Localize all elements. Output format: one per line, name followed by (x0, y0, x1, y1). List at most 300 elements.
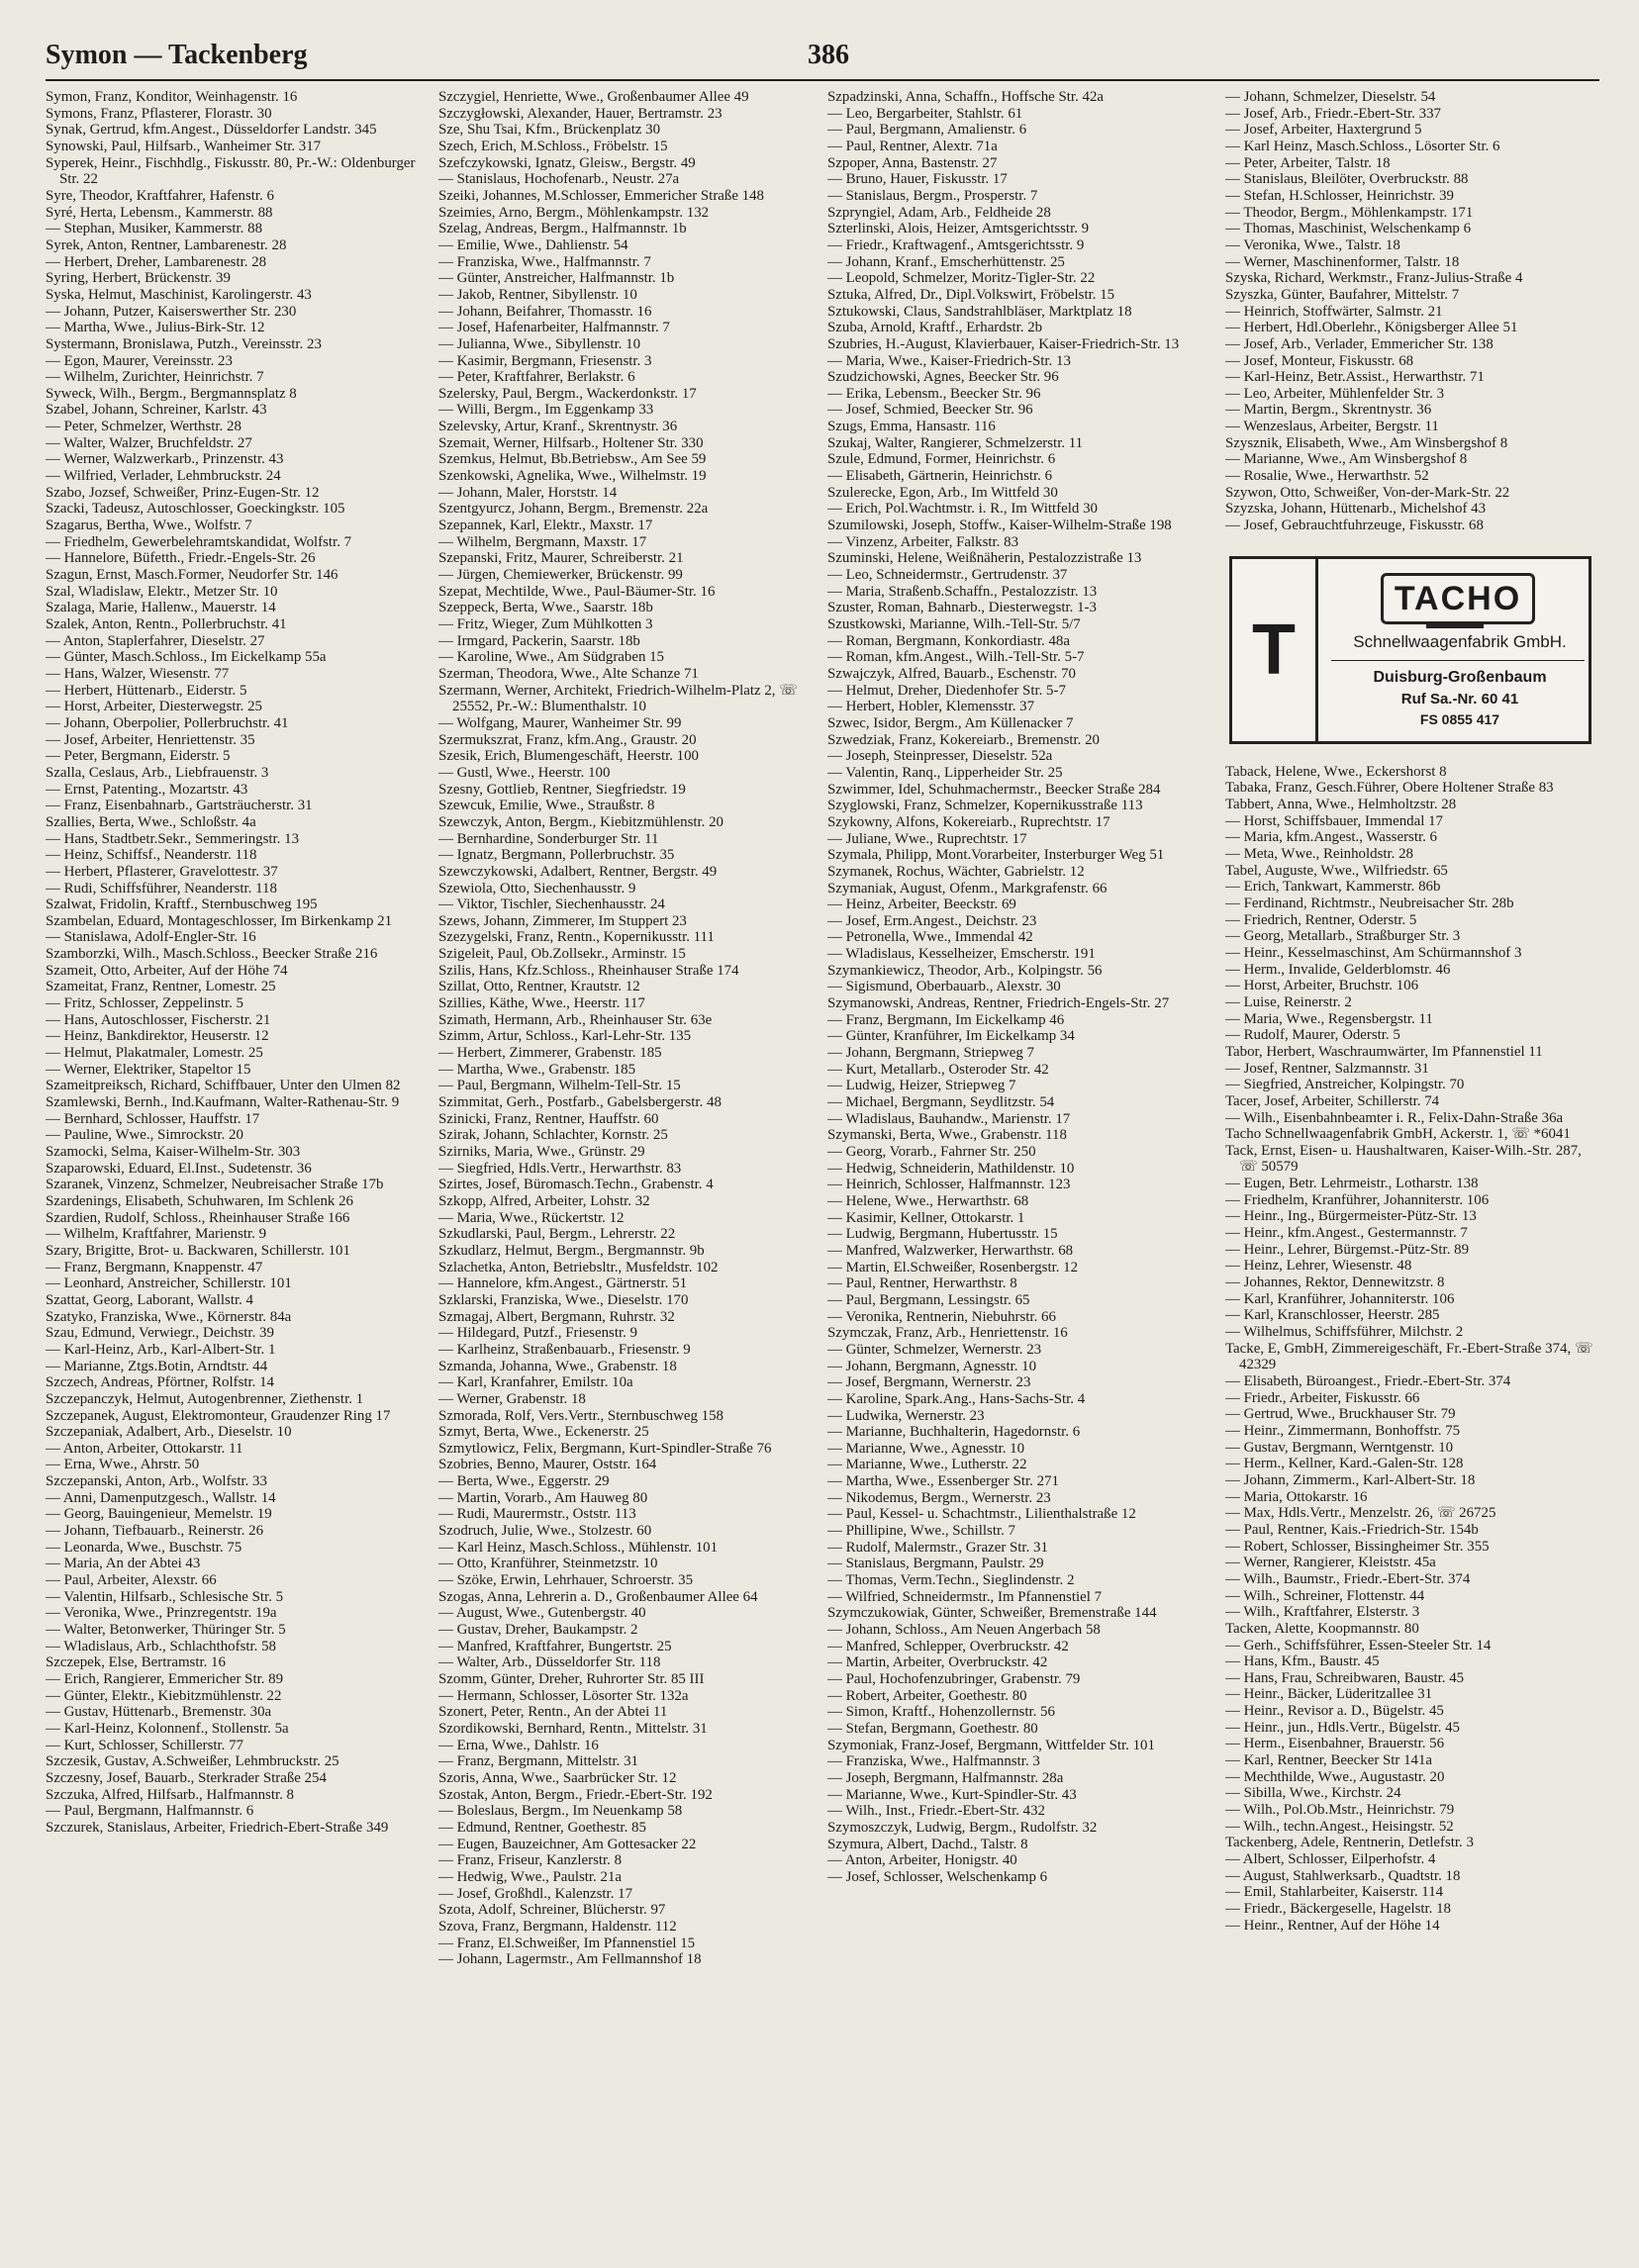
directory-entry: Szlachetka, Anton, Betriebsltr., Musfeldstr. 102 (438, 1259, 719, 1276)
directory-entry: — Eugen, Betr. Lehrmeistr., Lotharstr. 138 (1225, 1176, 1479, 1192)
directory-entry: Szczygłowski, Alexander, Hauer, Bertramstr. 23 (438, 105, 723, 122)
directory-entry: Szamlewski, Bernh., Ind.Kaufmann, Walter-Rathenau-Str. 9 (46, 1094, 400, 1111)
directory-entry: — Hildegard, Putzf., Friesenstr. 9 (438, 1325, 637, 1342)
directory-entry: — Karlheinz, Straßenbauarb., Friesenstr. 9 (438, 1341, 691, 1358)
ad-company-name: Schnellwaagenfabrik GmbH. (1353, 631, 1567, 651)
directory-entry: — Johann, Lagermstr., Am Fellmannshof 18 (438, 1951, 702, 1968)
directory-entry: Szary, Brigitte, Brot- u. Backwaren, Schillerstr. 101 (46, 1242, 350, 1259)
directory-entry: — Paul, Bergmann, Lessingstr. 65 (827, 1291, 1030, 1308)
directory-entry: Szimm, Artur, Schloss., Karl-Lehr-Str. 135 (438, 1028, 692, 1045)
directory-entry: — Elisabeth, Büroangest., Friedr.-Ebert-Str. 374 (1225, 1373, 1511, 1389)
directory-entry: Szau, Edmund, Verwiegr., Deichstr. 39 (46, 1325, 274, 1342)
directory-entry: Synak, Gertrud, kfm.Angest., Düsseldorfer Landstr. 345 (46, 122, 377, 139)
directory-entry: Szatyko, Franziska, Wwe., Körnerstr. 84a (46, 1308, 292, 1325)
directory-entry: Szczuka, Alfred, Hilfsarb., Halfmannstr. 8 (46, 1786, 295, 1803)
directory-entry: Szambelan, Eduard, Montageschlosser, Im Birkenkamp 21 (46, 912, 393, 929)
directory-entry: — Ludwika, Wernerstr. 23 (827, 1407, 985, 1424)
directory-entry: — Gertrud, Wwe., Bruckhauser Str. 79 (1225, 1406, 1456, 1423)
directory-entry: Szugs, Emma, Hansastr. 116 (827, 419, 996, 435)
directory-entry: — Heinr., Bäcker, Lüderitzallee 31 (1225, 1686, 1433, 1703)
directory-entry: — Werner, Rangierer, Kleiststr. 45a (1225, 1555, 1436, 1571)
directory-entry: — Thomas, Verm.Techn., Sieglindenstr. 2 (827, 1572, 1075, 1589)
running-head: Symon — Tackenberg (46, 40, 308, 70)
directory-entry: — Martin, Vorarb., Am Hauweg 80 (438, 1489, 648, 1506)
directory-entry: Szalaga, Marie, Hallenw., Mauerstr. 14 (46, 600, 276, 616)
directory-entry: — Albert, Schlosser, Eilperhofstr. 4 (1225, 1851, 1436, 1868)
directory-entry: Systermann, Bronislawa, Putzh., Vereinsstr. 23 (46, 335, 322, 352)
directory-entry: Szywon, Otto, Schweißer, Von-der-Mark-Str. 22 (1225, 484, 1510, 501)
directory-entry: — Franz, Friseur, Kanzlerstr. 8 (438, 1852, 623, 1869)
directory-entry: — Wilh., Schreiner, Flottenstr. 44 (1225, 1587, 1425, 1604)
directory-entry: Szelersky, Paul, Bergm., Wackerdonkstr. 17 (438, 385, 697, 402)
directory-entry: — Wenzeslaus, Arbeiter, Bergstr. 11 (1225, 419, 1439, 435)
directory-entry: Szymanski, Berta, Wwe., Grabenstr. 118 (827, 1127, 1067, 1144)
directory-entry: — Manfred, Walzwerker, Herwarthstr. 68 (827, 1242, 1074, 1259)
directory-entry: — Herbert, Dreher, Lambarenestr. 28 (46, 253, 267, 270)
directory-entry: Tacken, Alette, Koopmannstr. 80 (1225, 1620, 1419, 1637)
directory-entry: — Erich, Pol.Wachtmstr. i. R., Im Wittfeld 30 (827, 501, 1098, 518)
directory-entry: — Valentin, Ranq., Lipperheider Str. 25 (827, 764, 1063, 781)
directory-entry: — Georg, Vorarb., Fahrner Str. 250 (827, 1144, 1036, 1160)
directory-entry: — Günter, Kranführer, Im Eickelkamp 34 (827, 1028, 1075, 1045)
directory-entry: — Kasimir, Kellner, Ottokarstr. 1 (827, 1209, 1025, 1226)
directory-entry: — Wladislaus, Kesselheizer, Emscherstr. 191 (827, 946, 1096, 963)
directory-entry: Szoris, Anna, Wwe., Saarbrücker Str. 12 (438, 1769, 677, 1786)
tacho-logo: TACHO (1381, 573, 1535, 624)
directory-entry: — Martha, Wwe., Grabenstr. 185 (438, 1061, 636, 1078)
directory-entry: Szamborzki, Wilh., Masch.Schloss., Beecker Straße 216 (46, 946, 378, 963)
directory-entry: — Anton, Arbeiter, Ottokarstr. 11 (46, 1440, 243, 1457)
directory-entry: Szepanski, Fritz, Maurer, Schreiberstr. 21 (438, 550, 684, 567)
directory-entry: Szczepanek, August, Elektromonteur, Graudenzer Ring 17 (46, 1407, 391, 1424)
directory-entry: — Herbert, Hdl.Oberlehr., Königsberger Allee 51 (1225, 320, 1518, 336)
directory-entry: Szermukszrat, Franz, kfm.Ang., Graustr. 20 (438, 731, 697, 748)
directory-entry: — Manfred, Kraftfahrer, Bungertstr. 25 (438, 1638, 672, 1654)
directory-entry: Szymanowski, Andreas, Rentner, Friedrich-Engels-Str. 27 (827, 995, 1170, 1012)
directory-entry: — Friedhelm, Kranführer, Johanniterstr. 106 (1225, 1191, 1490, 1208)
directory-entry: Szczygiel, Henriette, Wwe., Großenbaumer Allee 49 (438, 89, 749, 105)
directory-entry: Szesny, Gottlieb, Rentner, Siegfriedstr. 19 (438, 781, 686, 798)
directory-entry: — Robert, Arbeiter, Goethestr. 80 (827, 1687, 1027, 1704)
directory-entry: — Peter, Bergmann, Eiderstr. 5 (46, 748, 231, 765)
directory-entry: — Stefan, H.Schlosser, Heinrichstr. 39 (1225, 187, 1455, 204)
directory-entry: — Karl-Heinz, Arb., Karl-Albert-Str. 1 (46, 1341, 276, 1358)
directory-entry: Szalwat, Fridolin, Kraftf., Sternbuschweg 195 (46, 897, 318, 913)
directory-entry: Szameitpreiksch, Richard, Schiffbauer, Unter den Ulmen 82 (46, 1078, 401, 1094)
directory-entry: — Franziska, Wwe., Halfmannstr. 7 (438, 253, 651, 270)
directory-entry: — Gerh., Schiffsführer, Essen-Steeler Str. 14 (1225, 1637, 1492, 1654)
directory-entry: — Wladislaus, Bauhandw., Marienstr. 17 (827, 1110, 1071, 1127)
directory-entry: — Walter, Walzer, Bruchfeldstr. 27 (46, 434, 252, 451)
directory-entry: — Irmgard, Packerin, Saarstr. 18b (438, 632, 640, 649)
directory-entry: — Martin, Arbeiter, Overbruckstr. 42 (827, 1654, 1048, 1671)
directory-entry: — Heinz, Arbeiter, Beeckstr. 69 (827, 897, 1016, 913)
directory-entry: — Hans, Autoschlosser, Fischerstr. 21 (46, 1011, 271, 1028)
directory-entry: — Helmut, Dreher, Diedenhofer Str. 5-7 (827, 682, 1066, 699)
directory-entry: — Erich, Rangierer, Emmericher Str. 89 (46, 1671, 284, 1687)
directory-entry: — Herbert, Pflasterer, Gravelottestr. 37 (46, 863, 278, 880)
directory-entry: — Kasimir, Bergmann, Friesenstr. 3 (438, 352, 652, 369)
directory-entry: — Veronika, Rentnerin, Niebuhrstr. 66 (827, 1308, 1056, 1325)
directory-entry: — Josef, Arb., Verlader, Emmericher Str. 138 (1225, 335, 1494, 352)
directory-entry: — Heinr., jun., Hdls.Vertr., Bügelstr. 45 (1225, 1719, 1460, 1736)
directory-entry: — Karl Heinz, Masch.Schloss., Lösorter Str. 6 (1225, 138, 1500, 154)
directory-entry: — Karoline, Spark.Ang., Hans-Sachs-Str. 4 (827, 1390, 1086, 1407)
directory-entry: — Leonhard, Anstreicher, Schillerstr. 101 (46, 1276, 292, 1292)
directory-entry: Szczepek, Else, Bertramstr. 16 (46, 1654, 226, 1671)
directory-entry: Szeppeck, Berta, Wwe., Saarstr. 18b (438, 600, 653, 616)
directory-entry: — Manfred, Schlepper, Overbruckstr. 42 (827, 1638, 1069, 1654)
directory-entry: — Valentin, Hilfsarb., Schlesische Str. 5 (46, 1588, 284, 1605)
directory-entry: — Werner, Maschinenformer, Talstr. 18 (1225, 253, 1460, 270)
directory-entry: — Paul, Arbeiter, Alexstr. 66 (46, 1572, 217, 1589)
directory-entry: — Wilh., Baumstr., Friedr.-Ebert-Str. 374 (1225, 1570, 1471, 1587)
directory-entry: — Josef, Schmied, Beecker Str. 96 (827, 402, 1033, 419)
header-rule (46, 79, 1599, 81)
directory-entry: — Heinr., Lehrer, Bürgemst.-Pütz-Str. 89 (1225, 1241, 1470, 1258)
directory-entry: Szillat, Otto, Rentner, Krautstr. 12 (438, 979, 640, 995)
directory-entry: Szogas, Anna, Lehrerin a. D., Großenbaumer Allee 64 (438, 1588, 758, 1605)
directory-entry: — Leo, Bergarbeiter, Stahlstr. 61 (827, 105, 1023, 122)
directory-entry: — Stefan, Bergmann, Goethestr. 80 (827, 1720, 1038, 1737)
directory-entry: — Meta, Wwe., Reinholdstr. 28 (1225, 846, 1413, 862)
directory-entry: — Herbert, Zimmerer, Grabenstr. 185 (438, 1045, 662, 1062)
directory-entry: — Pauline, Wwe., Simrockstr. 20 (46, 1127, 243, 1144)
directory-entry: Szwimmer, Idel, Schuhmachermstr., Beecker Straße 284 (827, 781, 1161, 798)
directory-entry: — Paul, Rentner, Alextr. 71a (827, 138, 998, 154)
ad-city: Duisburg-Großenbaum (1373, 668, 1547, 686)
directory-entry: Szagun, Ernst, Masch.Former, Neudorfer Str. 146 (46, 567, 338, 584)
directory-entry: — Wilhelmus, Schiffsführer, Milchstr. 2 (1225, 1324, 1464, 1341)
directory-entry: — Veronika, Wwe., Talstr. 18 (1225, 236, 1400, 253)
directory-entry: — Heinrich, Schlosser, Halfmannstr. 123 (827, 1177, 1071, 1193)
directory-entry: — Wilfried, Schneidermstr., Im Pfannenstiel 7 (827, 1588, 1103, 1605)
column-1 (46, 89, 416, 2246)
directory-entry: Szabel, Johann, Schreiner, Karlstr. 43 (46, 402, 267, 419)
directory-entry: Szostak, Anton, Bergm., Friedr.-Ebert-Str. 192 (438, 1786, 713, 1803)
directory-entry: — Karl Heinz, Masch.Schloss., Mühlenstr. 101 (438, 1539, 719, 1556)
directory-entry: — Josef, Schlosser, Welschenkamp 6 (827, 1868, 1048, 1885)
directory-entry: — Willi, Bergm., Im Eggenkamp 33 (438, 402, 654, 419)
directory-entry: — Julianna, Wwe., Sibyllenstr. 10 (438, 335, 641, 352)
page-header (46, 40, 1599, 75)
directory-entry: — Martin, Bergm., Skrentnystr. 36 (1225, 402, 1432, 419)
directory-entry: Szymczukowiak, Günter, Schweißer, Bremenstraße 144 (827, 1605, 1157, 1622)
directory-entry: — Eugen, Bauzeichner, Am Gottesacker 22 (438, 1836, 697, 1852)
directory-entry: — Viktor, Tischler, Siechenhausstr. 24 (438, 897, 665, 913)
directory-entry: — Luise, Reinerstr. 2 (1225, 993, 1352, 1010)
directory-entry: — Siegfried, Hdls.Vertr., Herwarthstr. 83 (438, 1160, 682, 1177)
column-4-top-entries (1225, 89, 1601, 534)
directory-entry: Szenkowski, Agnelika, Wwe., Wilhelmstr. 19 (438, 468, 707, 485)
directory-entry: — Johann, Beifahrer, Thomasstr. 16 (438, 303, 652, 320)
directory-entry: Szeimies, Arno, Bergm., Möhlenkampstr. 132 (438, 204, 710, 221)
directory-entry: — Peter, Schmelzer, Werthstr. 28 (46, 419, 241, 435)
directory-entry: — Karl, Kranschlosser, Heerstr. 285 (1225, 1307, 1440, 1324)
directory-entry: — Jürgen, Chemiewerker, Brückenstr. 99 (438, 567, 683, 584)
directory-entry: Tabbert, Anna, Wwe., Helmholtzstr. 28 (1225, 797, 1457, 813)
directory-entry: Szmytlowicz, Felix, Bergmann, Kurt-Spindler-Straße 76 (438, 1440, 772, 1457)
directory-entry: Tabor, Herbert, Waschraumwärter, Im Pfannenstiel 11 (1225, 1043, 1543, 1060)
directory-entry: Szumilowski, Joseph, Stoffw., Kaiser-Wilhelm-Straße 198 (827, 518, 1172, 534)
directory-entry: Szczepanski, Anton, Arb., Wolfstr. 33 (46, 1473, 267, 1490)
directory-entry: Szaparowski, Eduard, El.Inst., Sudetenstr. 36 (46, 1160, 312, 1177)
directory-entry: Szmanda, Johanna, Wwe., Grabenstr. 18 (438, 1358, 677, 1374)
logo-underline (1426, 624, 1484, 628)
directory-entry: Szagarus, Bertha, Wwe., Wolfstr. 7 (46, 518, 252, 534)
directory-entry: Szamocki, Selma, Kaiser-Wilhelm-Str. 303 (46, 1144, 301, 1160)
directory-entry: — Rudi, Maurermstr., Oststr. 113 (438, 1506, 636, 1523)
directory-entry: Szczech, Andreas, Pförtner, Rolfstr. 14 (46, 1374, 274, 1391)
directory-entry: — Sibilla, Wwe., Kirchstr. 24 (1225, 1785, 1401, 1802)
directory-entry: Sztukowski, Claus, Sandstrahlbläser, Marktplatz 18 (827, 303, 1132, 320)
directory-entry: — Thomas, Maschinist, Welschenkamp 6 (1225, 221, 1472, 237)
directory-entry: — Simon, Kraftf., Hohenzollernstr. 56 (827, 1704, 1055, 1721)
directory-entry: — Paul, Rentner, Herwarthstr. 8 (827, 1276, 1017, 1292)
directory-entry: — Maria, Wwe., Rückertstr. 12 (438, 1209, 625, 1226)
directory-entry: Szimmitat, Gerh., Postfarb., Gabelsbergerstr. 48 (438, 1094, 722, 1111)
directory-entry: — Friedhelm, Gewerbelehramtskandidat, Wolfstr. 7 (46, 533, 352, 550)
directory-entry: — Paul, Bergmann, Wilhelm-Tell-Str. 15 (438, 1078, 681, 1094)
directory-entry: — Siegfried, Anstreicher, Kolpingstr. 70 (1225, 1077, 1465, 1093)
directory-entry: Szczurek, Stanislaus, Arbeiter, Friedrich-Ebert-Straße 349 (46, 1819, 389, 1836)
directory-entry: — Josef, Großhdl., Kalenzstr. 17 (438, 1885, 633, 1902)
column-4 (1225, 89, 1601, 2246)
directory-entry: — Gustl, Wwe., Heerstr. 100 (438, 764, 611, 781)
directory-entry: — Günter, Schmelzer, Wernerstr. 23 (827, 1341, 1042, 1358)
directory-entry: — Josef, Rentner, Salzmannstr. 31 (1225, 1060, 1429, 1077)
directory-entry: — Karl, Rentner, Beecker Str 141a (1225, 1752, 1433, 1769)
directory-entry: — Kurt, Metallarb., Osteroder Str. 42 (827, 1061, 1049, 1078)
directory-entry: — Ignatz, Bergmann, Pollerbruchstr. 35 (438, 847, 675, 864)
directory-entry: — Walter, Betonwerker, Thüringer Str. 5 (46, 1622, 286, 1639)
column-4-bottom-entries (1225, 764, 1601, 1935)
directory-entry: Szillies, Käthe, Wwe., Heerstr. 117 (438, 995, 645, 1012)
directory-entry: Szemait, Werner, Hilfsarb., Holtener Str. 330 (438, 434, 704, 451)
directory-entry: — Leo, Schneidermstr., Gertrudenstr. 37 (827, 567, 1068, 584)
directory-entry: — Gustav, Dreher, Baukampstr. 2 (438, 1622, 638, 1639)
directory-entry: Sze, Shu Tsai, Kfm., Brückenplatz 30 (438, 122, 661, 139)
directory-entry: Szmyt, Berta, Wwe., Eckenerstr. 25 (438, 1424, 649, 1441)
directory-entry: Szepannek, Karl, Elektr., Maxstr. 17 (438, 518, 653, 534)
directory-entry: — Horst, Arbeiter, Bruchstr. 106 (1225, 978, 1419, 994)
directory-entry: Szterlinski, Alois, Heizer, Amtsgerichtsstr. 9 (827, 221, 1090, 237)
directory-entry: Szodruch, Julie, Wwe., Stolzestr. 60 (438, 1523, 652, 1540)
directory-entry: — Martha, Wwe., Essenberger Str. 271 (827, 1473, 1059, 1490)
directory-entry: Syre, Theodor, Kraftfahrer, Hafenstr. 6 (46, 187, 274, 204)
directory-entry: — Hedwig, Schneiderin, Mathildenstr. 10 (827, 1160, 1075, 1177)
directory-entry: — Hannelore, Büfetth., Friedr.-Engels-Str. 26 (46, 550, 316, 567)
directory-entry: — Josef, Arb., Friedr.-Ebert-Str. 337 (1225, 105, 1441, 122)
directory-entry: — Herm., Invalide, Gelderblomstr. 46 (1225, 961, 1451, 978)
directory-entry: — Wilhelm, Zurichter, Heinrichstr. 7 (46, 369, 264, 386)
directory-entry: Tacho Schnellwaagenfabrik GmbH, Ackerstr. 1, ☏ *6041 (1225, 1126, 1571, 1143)
directory-entry: — August, Wwe., Gutenbergstr. 40 (438, 1605, 646, 1622)
directory-entry: — Rudolf, Malermstr., Grazer Str. 31 (827, 1539, 1048, 1556)
directory-entry: Syré, Herta, Lebensm., Kammerstr. 88 (46, 204, 273, 221)
directory-entry: — Emil, Stahlarbeiter, Kaiserstr. 114 (1225, 1884, 1444, 1901)
directory-entry: — Karl-Heinz, Kolonnenf., Stollenstr. 5a (46, 1720, 289, 1737)
directory-entry: — Sigismund, Oberbauarb., Alexstr. 30 (827, 979, 1061, 995)
directory-entry: — Johann, Schloss., Am Neuen Angerbach 58 (827, 1622, 1101, 1639)
directory-entry: — Hans, Frau, Schreibwaren, Baustr. 45 (1225, 1669, 1465, 1686)
directory-entry: Tack, Ernst, Eisen- u. Haushaltwaren, Kaiser-Wilh.-Str. 287, ☏ 50579 (1225, 1142, 1582, 1176)
directory-entry: — Josef, Monteur, Fiskusstr. 68 (1225, 352, 1414, 369)
directory-entry: — Anton, Staplerfahrer, Dieselstr. 27 (46, 632, 265, 649)
directory-entry: Szameitat, Franz, Rentner, Lomestr. 25 (46, 979, 276, 995)
directory-entry: — Roman, Bergmann, Konkordiastr. 48a (827, 632, 1070, 649)
directory-entry: — Johann, Putzer, Kaiserswerther Str. 230 (46, 303, 297, 320)
directory-entry: Szpoper, Anna, Bastenstr. 27 (827, 154, 998, 171)
directory-entry: Szech, Erich, M.Schloss., Fröbelstr. 15 (438, 138, 668, 154)
directory-entry: Szczepanczyk, Helmut, Autogenbrenner, Ziethenstr. 1 (46, 1390, 364, 1407)
directory-entry: — Walter, Arb., Düsseldorfer Str. 118 (438, 1654, 661, 1671)
directory-entry: — Fritz, Wieger, Zum Mühlkotten 3 (438, 616, 653, 632)
directory-entry: Szesik, Erich, Blumengeschäft, Heerstr. 100 (438, 748, 699, 765)
directory-entry: Szelag, Andreas, Bergm., Halfmannstr. 1b (438, 221, 687, 237)
directory-entry: Tacer, Josef, Arbeiter, Schillerstr. 74 (1225, 1092, 1440, 1109)
directory-entry: — Stephan, Musiker, Kammerstr. 88 (46, 221, 263, 237)
directory-entry: — Maria, Wwe., Kaiser-Friedrich-Str. 13 (827, 352, 1071, 369)
directory-entry: Szymala, Philipp, Mont.Vorarbeiter, Insterburger Weg 51 (827, 847, 1165, 864)
directory-entry: Szezygelski, Franz, Rentn., Kopernikusstr. 111 (438, 929, 715, 946)
directory-entry: Szirtes, Josef, Büromasch.Techn., Grabenstr. 4 (438, 1177, 714, 1193)
directory-entry: Szyszka, Günter, Baufahrer, Mittelstr. 7 (1225, 286, 1460, 303)
directory-entry: — Paul, Kessel- u. Schachtmstr., Lilienthalstraße 12 (827, 1506, 1136, 1523)
directory-entry: — Paul, Rentner, Kais.-Friedrich-Str. 154b (1225, 1521, 1479, 1538)
directory-entry: Szeiki, Johannes, M.Schlosser, Emmericher Straße 148 (438, 187, 764, 204)
directory-entry: — Erika, Lebensm., Beecker Str. 96 (827, 385, 1041, 402)
directory-entry: — Werner, Walzwerkarb., Prinzenstr. 43 (46, 451, 284, 468)
directory-entry: Szaranek, Vinzenz, Schmelzer, Neubreisacher Straße 17b (46, 1177, 384, 1193)
directory-entry: Syrek, Anton, Rentner, Lambarenestr. 28 (46, 236, 287, 253)
directory-entry: Szews, Johann, Zimmerer, Im Stuppert 23 (438, 912, 687, 929)
directory-entry: Szimath, Hermann, Arb., Rheinhauser Str. 63e (438, 1011, 713, 1028)
directory-entry: — Heinr., Kesselmaschinst, Am Schürmannshof 3 (1225, 944, 1522, 961)
directory-entry: — Nikodemus, Bergm., Wernerstr. 23 (827, 1489, 1051, 1506)
directory-entry: Szulerecke, Egon, Arb., Im Wittfeld 30 (827, 484, 1058, 501)
directory-entry: — Franz, Bergmann, Im Eickelkamp 46 (827, 1011, 1065, 1028)
directory-entry: — Otto, Kranführer, Steinmetzstr. 10 (438, 1556, 658, 1572)
directory-entry: — Bernhardine, Sonderburger Str. 11 (438, 830, 659, 847)
directory-entry: — Egon, Maurer, Vereinsstr. 23 (46, 352, 233, 369)
directory-entry: — Horst, Arbeiter, Diesterwegstr. 25 (46, 699, 262, 715)
directory-entry: — Stanislawa, Adolf-Engler-Str. 16 (46, 929, 256, 946)
directory-entry: — Heinz, Bankdirektor, Heuserstr. 12 (46, 1028, 269, 1045)
directory-entry: — Marianne, Ztgs.Botin, Arndtstr. 44 (46, 1358, 268, 1374)
directory-entry: Szewiola, Otto, Siechenhausstr. 9 (438, 880, 636, 897)
directory-entry: Szewcuk, Emilie, Wwe., Straußstr. 8 (438, 798, 655, 814)
directory-entry: Szobries, Benno, Maurer, Oststr. 164 (438, 1457, 657, 1473)
directory-entry: — Maria, kfm.Angest., Wasserstr. 6 (1225, 829, 1437, 846)
directory-entry: Szigeleit, Paul, Ob.Zollsekr., Arminstr. 15 (438, 946, 686, 963)
directory-entry: — Vinzenz, Arbeiter, Falkstr. 83 (827, 533, 1019, 550)
directory-entry: Szwec, Isidor, Bergm., Am Küllenacker 7 (827, 714, 1074, 731)
directory-entry: — Juliane, Wwe., Ruprechtstr. 17 (827, 830, 1027, 847)
directory-entry: — Günter, Elektr., Kiebitzmühlenstr. 22 (46, 1687, 282, 1704)
directory-entry: — Wilhelm, Kraftfahrer, Marienstr. 9 (46, 1226, 267, 1243)
directory-entry: Szymczak, Franz, Arb., Henriettenstr. 16 (827, 1325, 1068, 1342)
directory-entry: — Johannes, Rektor, Dennewitzstr. 8 (1225, 1275, 1445, 1291)
directory-entry: Szuminski, Helene, Weißnäherin, Pestalozzistraße 13 (827, 550, 1142, 567)
directory-entry: — Kurt, Schlosser, Schillerstr. 77 (46, 1737, 243, 1753)
directory-entry: Szysznik, Elisabeth, Wwe., Am Winsbergshof 8 (1225, 434, 1508, 451)
directory-entry: — Erna, Wwe., Dahlstr. 16 (438, 1737, 599, 1753)
directory-entry: — Marianne, Wwe., Agnesstr. 10 (827, 1440, 1025, 1457)
directory-entry: — Marianne, Buchhalterin, Hagedornstr. 6 (827, 1424, 1081, 1441)
directory-entry: Szymanek, Rochus, Wächter, Gabrielstr. 12 (827, 863, 1085, 880)
directory-entry: — Berta, Wwe., Eggerstr. 29 (438, 1473, 610, 1490)
directory-entry: — Josef, Arbeiter, Henriettenstr. 35 (46, 731, 255, 748)
directory-entry: Szkopp, Alfred, Arbeiter, Lohstr. 32 (438, 1192, 650, 1209)
directory-entry: Szabo, Jozsef, Schweißer, Prinz-Eugen-Str. 12 (46, 484, 320, 501)
directory-entry: Szuba, Arnold, Kraftf., Erhardstr. 2b (827, 320, 1043, 336)
directory-entry: Sztuka, Alfred, Dr., Dipl.Volkswirt, Fröbelstr. 15 (827, 286, 1115, 303)
directory-entry: — Herm., Kellner, Kard.-Galen-Str. 128 (1225, 1456, 1464, 1472)
directory-entry: Szymoniak, Franz-Josef, Bergmann, Wittfelder Str. 101 (827, 1737, 1155, 1753)
directory-entry: — Wilh., Pol.Ob.Mstr., Heinrichstr. 79 (1225, 1802, 1455, 1819)
directory-entry: — Friedrich, Rentner, Oderstr. 5 (1225, 911, 1417, 928)
directory-entry: — Heinr., Zimmermann, Bonhoffstr. 75 (1225, 1422, 1461, 1439)
directory-entry: — Josef, Hafenarbeiter, Halfmannstr. 7 (438, 320, 670, 336)
ad-divider (1331, 660, 1585, 661)
directory-entry: — Maria, Wwe., Regensbergstr. 11 (1225, 1010, 1433, 1027)
directory-entry: Szardenings, Elisabeth, Schuhwaren, Im Schlenk 26 (46, 1192, 353, 1209)
directory-entry: — Peter, Arbeiter, Talstr. 18 (1225, 154, 1391, 171)
directory-entry: — Martin, El.Schweißer, Rosenbergstr. 12 (827, 1259, 1079, 1276)
directory-entry: — August, Stahlwerksarb., Quadtstr. 18 (1225, 1867, 1461, 1884)
tacho-advertisement (1229, 556, 1591, 744)
directory-entry: — Werner, Elektriker, Stapeltor 15 (46, 1061, 251, 1078)
directory-entry: Szuster, Roman, Bahnarb., Diesterwegstr. 1-3 (827, 600, 1097, 616)
directory-entry: Szardien, Rudolf, Schloss., Rheinhauser Straße 166 (46, 1209, 350, 1226)
directory-entry: — Johann, Tiefbauarb., Reinerstr. 26 (46, 1523, 264, 1540)
directory-entry: — Heinr., Ing., Bürgermeister-Pütz-Str. 13 (1225, 1208, 1477, 1225)
directory-entry: Szinicki, Franz, Rentner, Hauffstr. 60 (438, 1110, 659, 1127)
directory-entry: — Ernst, Patenting., Mozartstr. 43 (46, 781, 248, 798)
directory-entry: — Hermann, Schlosser, Lösorter Str. 132a (438, 1687, 689, 1704)
column-3 (827, 89, 1198, 2246)
directory-entry: Szpadzinski, Anna, Schaffn., Hoffsche Str. 42a (827, 89, 1105, 105)
directory-entry: — Max, Hdls.Vertr., Menzelstr. 26, ☏ 26725 (1225, 1505, 1496, 1522)
directory-entry: Syska, Helmut, Maschinist, Karolingerstr. 43 (46, 286, 312, 303)
directory-entry: Szklarski, Franziska, Wwe., Dieselstr. 170 (438, 1291, 689, 1308)
directory-entry: — Stanislaus, Bergm., Prosperstr. 7 (827, 187, 1038, 204)
directory-entry: — Rudi, Schiffsführer, Neanderstr. 118 (46, 880, 277, 897)
directory-entry: — Michael, Bergmann, Seydlitzstr. 54 (827, 1094, 1055, 1111)
directory-entry: Tabaka, Franz, Gesch.Führer, Obere Holtener Straße 83 (1225, 780, 1554, 797)
ad-telex: FS 0855 417 (1419, 710, 1500, 727)
directory-entry: — Herbert, Hüttenarb., Eiderstr. 5 (46, 682, 247, 699)
directory-entry: — Johann, Schmelzer, Dieselstr. 54 (1225, 89, 1436, 105)
directory-entry: Szykowny, Alfons, Kokereiarb., Ruprechtstr. 17 (827, 813, 1110, 830)
directory-entry: — Gustav, Hüttenarb., Bremenstr. 30a (46, 1704, 272, 1721)
directory-entry: — Heinz, Lehrer, Wiesenstr. 48 (1225, 1258, 1412, 1275)
directory-entry: Szefczykowski, Ignatz, Gleisw., Bergstr. 49 (438, 154, 696, 171)
directory-entry: — Robert, Schlosser, Bissingheimer Str. 355 (1225, 1538, 1490, 1555)
directory-entry: Szkudlarski, Paul, Bergm., Lehrerstr. 22 (438, 1226, 676, 1243)
directory-entry: — Elisabeth, Gärtnerin, Heinrichstr. 6 (827, 468, 1053, 485)
directory-entry: — Heinrich, Stoffwärter, Salmstr. 21 (1225, 303, 1443, 320)
directory-entry: Szczepaniak, Adalbert, Arb., Dieselstr. 10 (46, 1424, 292, 1441)
directory-entry: — Hedwig, Wwe., Paulstr. 21a (438, 1868, 623, 1885)
directory-entry: — Wladislaus, Arb., Schlachthofstr. 58 (46, 1638, 276, 1654)
directory-entry: — Friedr., Kraftwagenf., Amtsgerichtsstr. 9 (827, 236, 1085, 253)
directory-entry: — Wilh., techn.Angest., Heisingstr. 52 (1225, 1818, 1454, 1835)
directory-entry: Synowski, Paul, Hilfsarb., Wanheimer Str. 317 (46, 138, 322, 154)
directory-entry: — Stanislaus, Bleilöter, Overbruckstr. 88 (1225, 171, 1469, 188)
directory-entry: — Anton, Arbeiter, Honigstr. 40 (827, 1852, 1017, 1869)
